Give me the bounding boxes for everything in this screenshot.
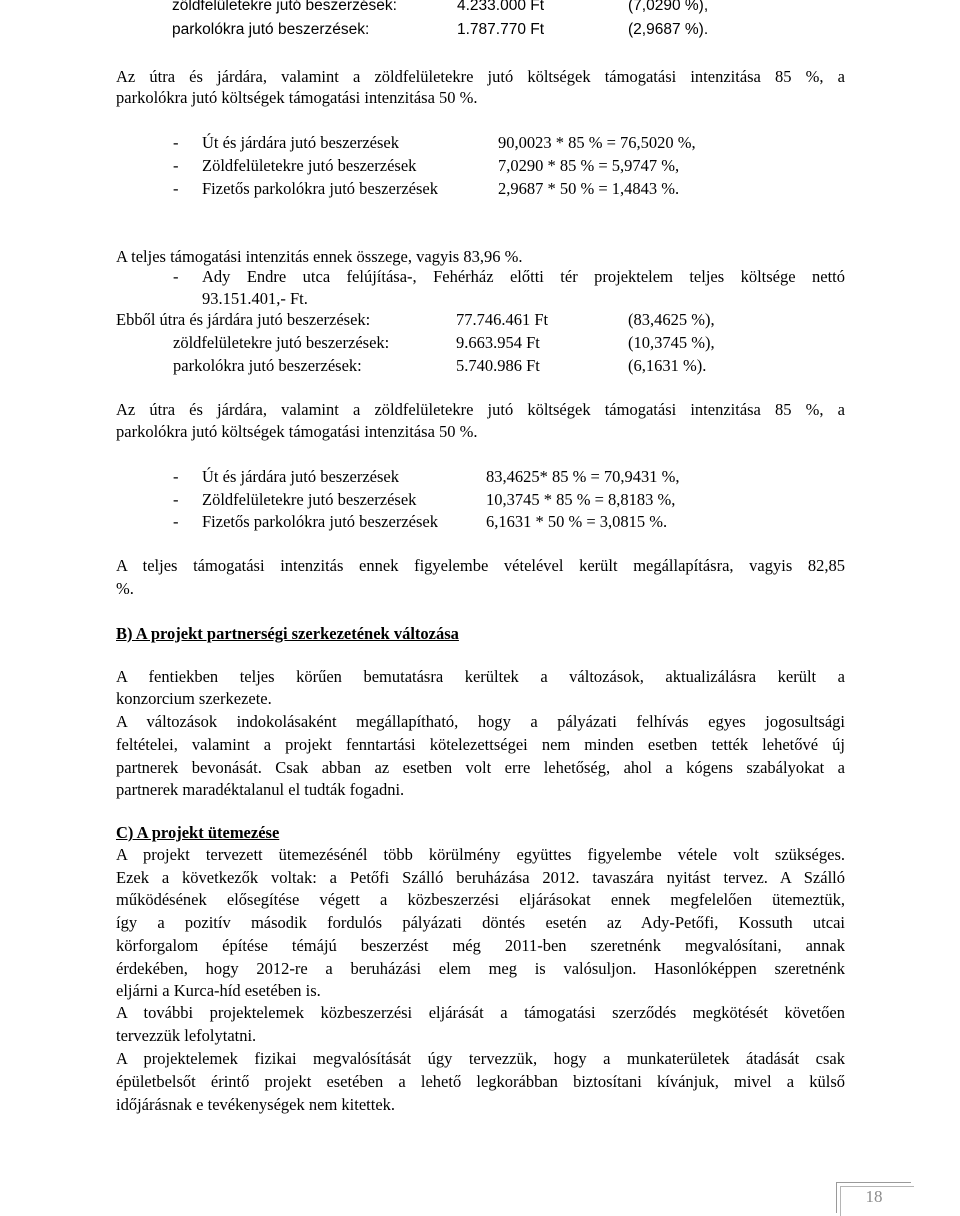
breakdown-label: zöldfelületekre jutó beszerzések:: [173, 333, 390, 352]
total-intensity: A teljes támogatási intenzitás ennek figyelembe vételével került megállapításra, vagyis 82,85: [116, 556, 845, 575]
breakdown-amount: 5.740.986 Ft: [456, 356, 540, 375]
paragraph-line: Az útra és járdára, valamint a zöldfelületekre jutó költségek támogatási intenzitása 85 %, a: [116, 67, 845, 86]
total-intensity: A teljes támogatási intenzitás ennek összege, vagyis 83,96 %.: [116, 247, 523, 266]
paragraph-line: működésének elősegítése végett a közbeszerzési eljárásokat ennek megfelelően ütemeztük,: [116, 890, 845, 909]
breakdown-amount: 77.746.461 Ft: [456, 310, 549, 329]
calc-formula: 2,9687 * 50 % = 1,4843 %.: [498, 179, 680, 198]
list-dash: -: [173, 156, 179, 175]
list-dash: -: [173, 467, 179, 486]
ady-line: Ady Endre utca felújítása-, Fehérház előtti tér projektelem teljes költsége nettó: [202, 267, 845, 286]
calc-formula: 10,3745 * 85 % = 8,8183 %,: [486, 490, 676, 509]
calc-formula: 83,4625* 85 % = 70,9431 %,: [486, 467, 680, 486]
paragraph-line: Az útra és járdára, valamint a zöldfelületekre jutó költségek támogatási intenzitása 85 %, a: [116, 400, 845, 419]
cost-amount: 1.787.770 Ft: [457, 21, 545, 38]
paragraph-line: időjárásnak e tevékenységek nem kitettek.: [116, 1095, 396, 1114]
list-dash: -: [173, 267, 179, 286]
cost-percent: (7,0290 %),: [628, 0, 709, 14]
paragraph-line: konzorcium szerkezete.: [116, 689, 272, 708]
paragraph-line: partnerek maradéktalanul el tudták fogadni.: [116, 780, 405, 799]
paragraph-line: épületbelsőt érintő projekt esetében a lehető legkorábban biztosítani kívánjuk, mivel a külső: [116, 1072, 845, 1091]
breakdown-label: parkolókra jutó beszerzések:: [173, 356, 362, 375]
breakdown-label: Ebből útra és járdára jutó beszerzések:: [116, 310, 371, 329]
paragraph-line: tervezzük lefolytatni.: [116, 1026, 257, 1045]
paragraph-line: A változások indokolásaként megállapítható, hogy a pályázati felhívás egyes jogosultsági: [116, 712, 845, 731]
cost-amount: 4.233.000 Ft: [457, 0, 545, 14]
calc-label: Fizetős parkolókra jutó beszerzések: [202, 179, 438, 198]
breakdown-percent: (83,4625 %),: [628, 310, 715, 329]
cost-percent: (2,9687 %).: [628, 21, 709, 38]
list-dash: -: [173, 179, 179, 198]
breakdown-amount: 9.663.954 Ft: [456, 333, 540, 352]
calc-formula: 7,0290 * 85 % = 5,9747 %,: [498, 156, 680, 175]
breakdown-percent: (6,1631 %).: [628, 356, 707, 375]
paragraph-line: partnerek bevonását. Csak abban az esetben volt erre lehetőség, ahol a kógens szabályokat a: [116, 758, 845, 777]
calc-label: Zöldfelületekre jutó beszerzések: [202, 156, 417, 175]
paragraph-line: A projektelemek fizikai megvalósítását úgy tervezzük, hogy a munkaterületek átadását csak: [116, 1049, 845, 1068]
calc-label: Fizetős parkolókra jutó beszerzések: [202, 512, 438, 531]
cost-label: zöldfelületekre jutó beszerzések:: [172, 0, 397, 14]
page-number: 18: [865, 1187, 883, 1206]
total-intensity: %.: [116, 579, 134, 598]
paragraph-line: parkolókra jutó költségek támogatási intenzitása 50 %.: [116, 88, 478, 107]
paragraph-line: körforgalom építése témájú beszerzést még 2011-ben szeretnénk megvalósítani, annak: [116, 936, 845, 955]
ady-line: 93.151.401,- Ft.: [202, 289, 308, 308]
paragraph-line: A további projektelemek közbeszerzési eljárását a támogatási szerződés megkötését követően: [116, 1003, 845, 1022]
calc-label: Zöldfelületekre jutó beszerzések: [202, 490, 417, 509]
paragraph-line: A projekt tervezett ütemezésénél több körülmény együttes figyelembe vétele volt szükséges.: [116, 845, 845, 864]
calc-label: Út és járdára jutó beszerzések: [202, 467, 399, 486]
list-dash: -: [173, 490, 179, 509]
calc-formula: 6,1631 * 50 % = 3,0815 %.: [486, 512, 668, 531]
paragraph-line: A fentiekben teljes körűen bemutatásra kerültek a változások, aktualizálásra került a: [116, 667, 845, 686]
calc-formula: 90,0023 * 85 % = 76,5020 %,: [498, 133, 696, 152]
paragraph-line: így a pozitív második fordulós pályázati döntés esetén az Ady-Petőfi, Kossuth utcai: [116, 913, 845, 932]
paragraph-line: eljárni a Kurca-híd esetében is.: [116, 981, 321, 1000]
breakdown-percent: (10,3745 %),: [628, 333, 715, 352]
paragraph-line: parkolókra jutó költségek támogatási intenzitása 50 %.: [116, 422, 478, 441]
section-b-heading: B) A projekt partnerségi szerkezetének változása: [116, 624, 459, 643]
paragraph-line: érdekében, hogy 2012-re a beruházási elem meg is valósuljon. Hasonlóképpen szeretnénk: [116, 959, 845, 978]
list-dash: -: [173, 512, 179, 531]
calc-label: Út és járdára jutó beszerzések: [202, 133, 399, 152]
page-number-box: [836, 1182, 911, 1213]
list-dash: -: [173, 133, 179, 152]
cost-label: parkolókra jutó beszerzések:: [172, 21, 370, 38]
paragraph-line: feltételei, valamint a projekt fenntartási kötelezettségei nem minden esetben tették lehetővé új: [116, 735, 845, 754]
paragraph-line: Ezek a következők voltak: a Petőfi Szálló beruházása 2012. tavaszára nyitást tervez. A Szálló: [116, 868, 845, 887]
section-c-heading: C) A projekt ütemezése: [116, 823, 280, 842]
